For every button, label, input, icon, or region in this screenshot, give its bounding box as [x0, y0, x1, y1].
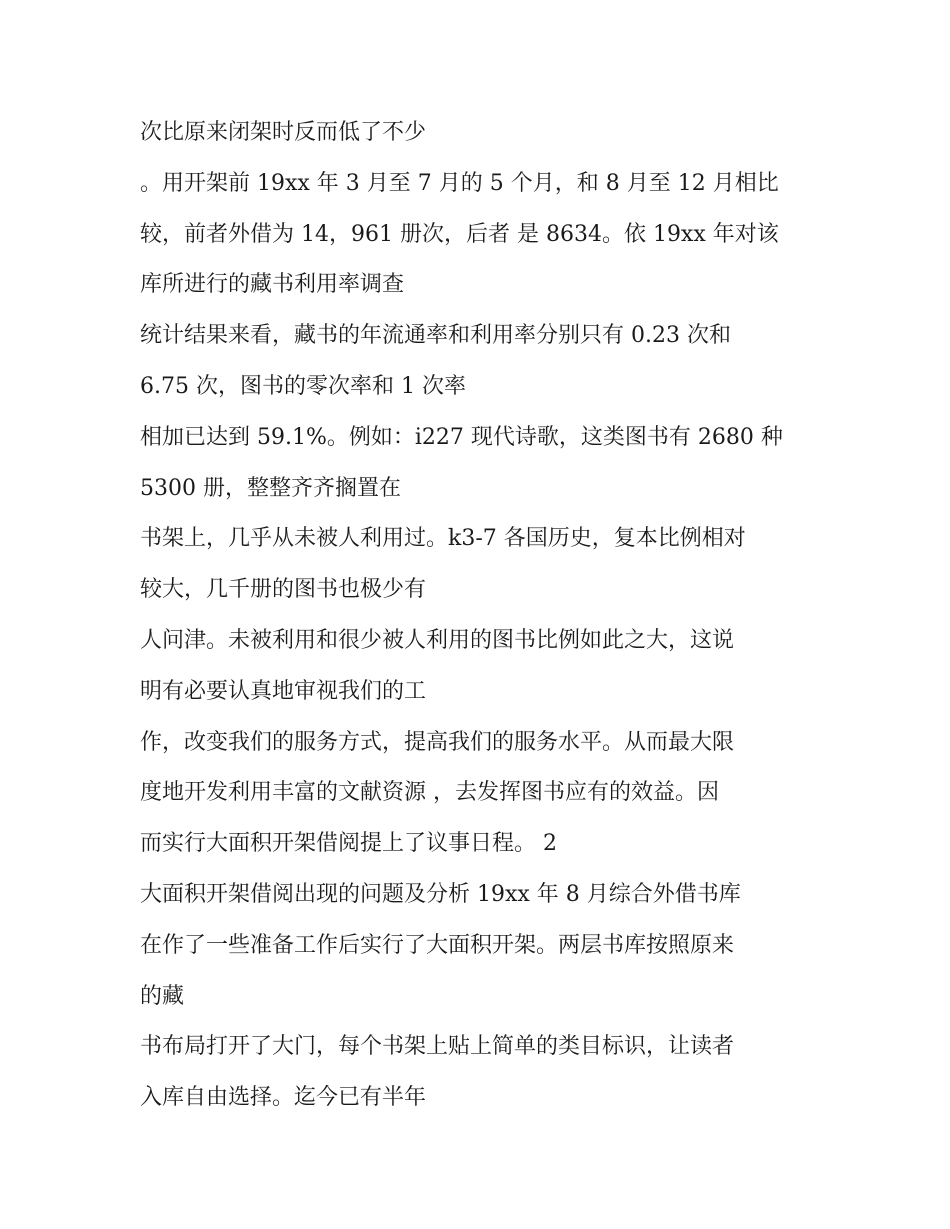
text-line: 明有必要认真地审视我们的工: [140, 678, 427, 704]
text-line: 。用开架前 19xx 年 3 月至 7 月的 5 个月，和 8 月至 12 月相比: [140, 170, 779, 196]
text-line: 而实行大面积开架借阅提上了议事日程。 2: [140, 831, 557, 857]
text-line: 的藏: [140, 983, 185, 1009]
text-line: 度地开发利用丰富的文献资源 ，去发挥图书应有的效益。因: [140, 780, 719, 806]
body-text: [140, 108, 840, 1124]
text-line: 入库自由选择。迄今已有半年: [140, 1085, 427, 1111]
text-line: 作，改变我们的服务方式，提高我们的服务水平。从而最大限: [140, 729, 735, 755]
text-line: 次比原来闭架时反而低了不少: [140, 120, 427, 145]
text-line: 较大，几千册的图书也极少有: [140, 577, 427, 603]
text-line: 书架上，几乎从未被人利用过。k3-7 各国历史，复本比例相对: [140, 526, 746, 552]
text-line: 6.75 次，图书的零次率和 1 次率: [140, 373, 466, 399]
text-line: 相加已达到 59.1%。例如：i227 现代诗歌，这类图书有 2680 种: [140, 424, 783, 450]
text-line: 库所进行的藏书利用率调查: [140, 272, 405, 298]
text-line: 在作了一些准备工作后实行了大面积开架。两层书库按照原来: [140, 932, 735, 958]
text-line: 人问津。未被利用和很少被人利用的图书比例如此之大，这说: [140, 627, 735, 653]
text-line: 书布局打开了大门，每个书架上贴上简单的类目标识，让读者: [140, 1034, 735, 1060]
text-line: 统计结果来看，藏书的年流通率和利用率分别只有 0.23 次和: [140, 323, 731, 349]
text-line: 较，前者外借为 14，961 册次，后者 是 8634。依 19xx 年对该: [140, 221, 779, 247]
text-line: 5300 册，整整齐齐搁置在: [140, 475, 401, 501]
text-line: 大面积开架借阅出现的问题及分析 19xx 年 8 月综合外借书库: [140, 881, 741, 907]
